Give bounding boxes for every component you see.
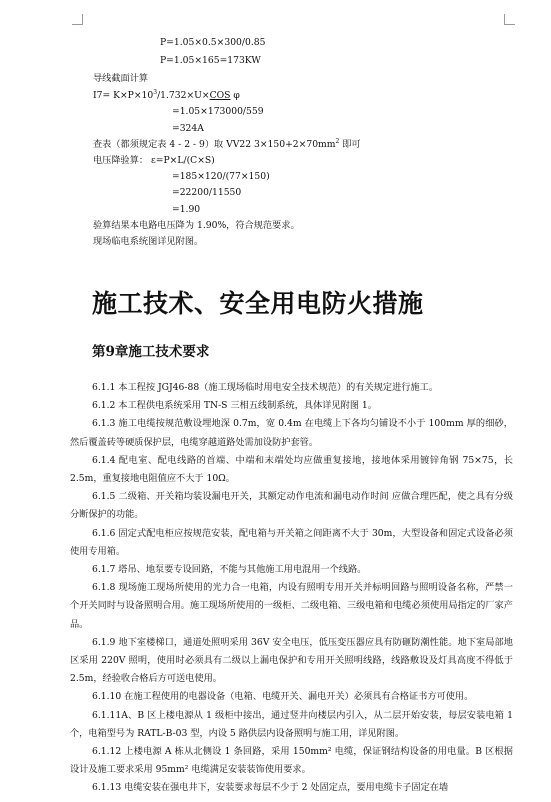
paragraph: 6.1.12 上楼电源 A 栋从北侧设 1 条回路，采用 150mm² 电缆，保证钢结构设备的用电量。B 区根据设计及施工要求采用 95mm² 电缆满足安装装饰使用要求。 <box>70 746 513 776</box>
paragraph: 6.1.6 固定式配电柜应按规范安装，配电箱与开关箱之间距离不大于 30m，大型设备和固定式设备必须使用专用箱。 <box>70 527 513 557</box>
page-corner-mark <box>504 14 515 25</box>
calc-line: 电压降验算： ε=P×L/(C×S) <box>93 155 215 166</box>
calc-line: =22200/11550 <box>172 187 242 198</box>
paragraph: 6.1.7 塔吊、地泵要专设回路，不能与其他施工用电混用一个线路。 <box>92 564 367 576</box>
calc-line: 验算结果本电路电压降为 1.90%，符合规范要求。 <box>93 220 300 231</box>
paragraph: 6.1.9 地下室楼梯口，通道处照明采用 36V 安全电压，低压变压器应具有防砸防潮性能。地下室局部地区采用 220V 照明，使用时必须具有二级以上漏电保护和专用开关照明线路，线路敷设及灯具高度不得低于 2.5m，经验收合格后方可送电使用。 <box>70 636 513 685</box>
calc-line: =324A <box>172 123 204 134</box>
calc-line: $I7= K\times P\times 10^3/1.732\times U\times COS$ φ <box>93 88 240 101</box>
paragraph: 6.1.13 电缆安装在强电井下，安装要求每层不少于 2 处固定点，要用电缆卡子固定在墙 <box>92 782 449 794</box>
paragraph: 6.1.8 现场施工现场所使用的光力合一电箱，内设有照明专用开关并标明回路与照明设备名称，严禁一个开关同时与设备照明合用。施工现场所使用的一级柜、二级电箱、三级电箱和电缆必须使用局指定的厂家产品。 <box>70 582 513 630</box>
chapter-title: 第9章施工技术要求 <box>92 344 210 360</box>
paragraph: 6.1.11A、B 区上楼电源从 1 级柜中接出，通过竖井向楼层内引入，从二层开始安装，每层安装电箱 1 个，电箱型号为 RATL-B-03 型，内设 5 路供层内设备照明与施工用，详见附图。 <box>70 709 513 739</box>
body-text <box>70 379 513 798</box>
calc-line: P=1.05×0.5×300/0.85 <box>160 37 266 48</box>
calc-line: 现场临电系统图详见附图。 <box>93 236 204 247</box>
calc-line: 查表（都须规定表 4 - 2 - 9）取 VV22 $3\times 150+2\times 70mm^2$ 即可 <box>93 137 361 150</box>
paragraph: 6.1.4 配电室、配电线路的首端、中端和末端处均应做重复接地，接地体采用镀锌角钢 75×75，长 2.5m，重复接地电阻值应不大于 10Ω。 <box>70 454 513 485</box>
paragraph: 6.1.10 在施工程使用的电器设备（电箱、电缆开关、漏电开关）必须具有合格证书方可使用。 <box>92 691 474 703</box>
section-heading: 施工技术、安全用电防火措施 <box>92 289 424 318</box>
calc-line: P=1.05×165=173KW <box>160 55 261 66</box>
calc-line: 导线截面计算 <box>93 73 149 84</box>
paragraph: 6.1.1 本工程按 JGJ46-88（施工现场临时用电安全技术规范）的有关规定进行施工。 <box>92 382 439 393</box>
paragraph: 6.1.2 本工程供电系统采用 TN-S 三相五线制系统，具体详见附图 1。 <box>92 400 377 412</box>
calc-line: =185×120/(77×150) <box>172 171 270 182</box>
calc-line: =1.05×173000/559 <box>172 106 264 117</box>
page-corner-mark <box>72 14 83 25</box>
paragraph: 6.1.5 二级箱、开关箱均装设漏电开关，其额定动作电流和漏电动作时间 应做合理匹配，使之具有分级分断保护的功能。 <box>70 491 513 521</box>
paragraph: 6.1.3 施工电缆按规范敷设埋地深 0.7m，宽 0.4m 在电缆上下各均匀铺设不小于 100mm 厚的细砂，然后覆盖砖等硬质保护层，电缆穿越道路处需加设防护套管。 <box>70 418 513 448</box>
calc-line: =1.90 <box>172 204 201 215</box>
